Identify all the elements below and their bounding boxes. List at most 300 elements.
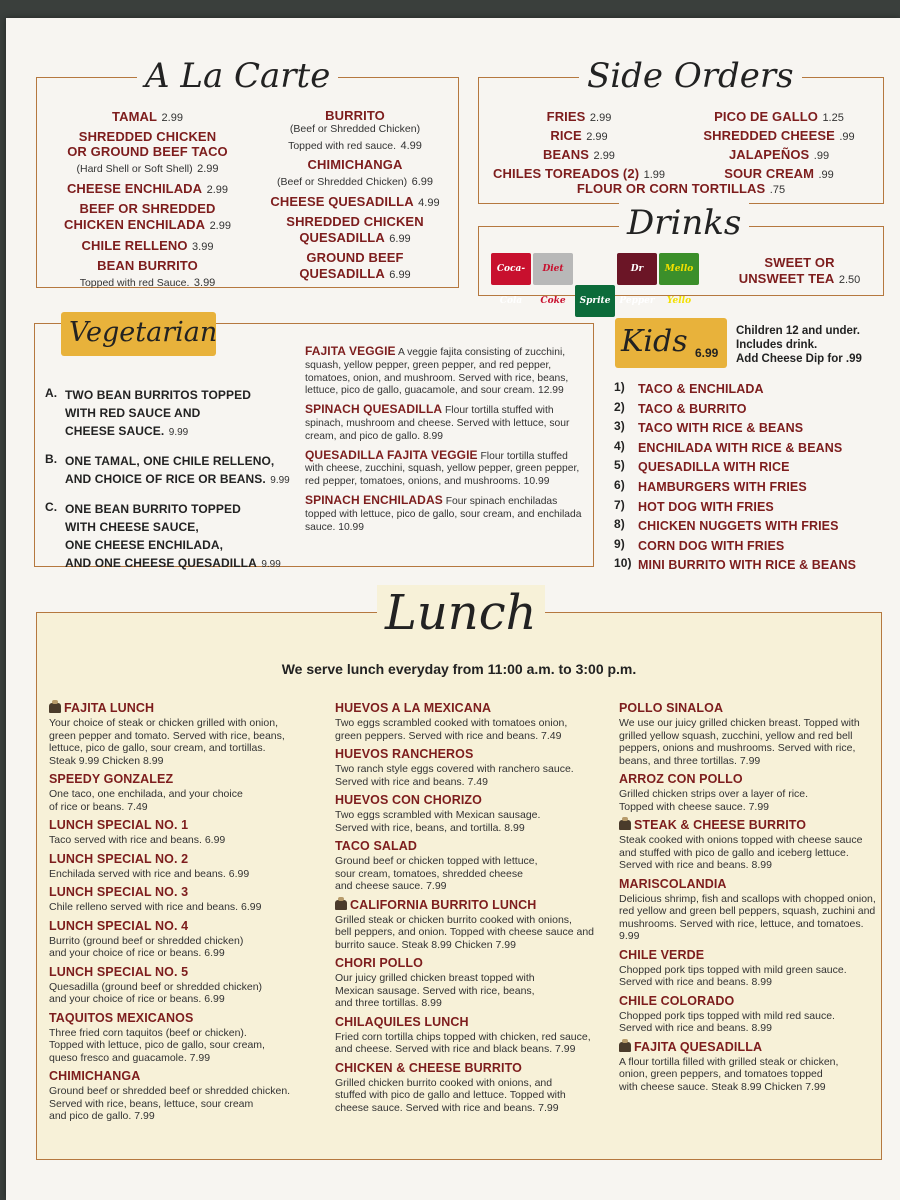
item-name: TAMAL [112,109,158,124]
lunch-item-header [335,1013,615,1031]
item-name: ARROZ CON POLLO [619,772,743,786]
lunch-item [49,770,329,813]
kids-item-name: MINI BURRITO WITH RICE & BEANS [638,558,857,573]
item-desc-line: Burrito (ground beef or shredded chicken) [49,934,244,947]
kids-item-number: 8) [614,517,625,532]
a-la-carte-left-column [45,108,250,294]
a-la-carte-item [255,108,455,154]
item-price: 6.99 [411,176,434,188]
lunch-item [335,896,615,952]
item-desc-line: We use our juicy grilled chicken breast. Topped with [619,717,860,729]
item-desc-line: green peppers. Served with rice and beans. 7.49 [335,729,562,742]
item-line [45,108,250,126]
combo-line [65,554,305,572]
item-price: 1.99 [643,169,665,181]
item-name: LUNCH SPECIAL NO. 3 [49,885,189,899]
combo-text: AND CHOICE OF RICE OR BEANS. [65,472,266,486]
kids-item-name: QUESADILLA WITH RICE [638,460,790,475]
vegetarian-item [305,344,585,398]
item-name: GROUND BEEF [306,250,404,265]
item-name: LUNCH SPECIAL NO. 2 [49,851,189,866]
tea-line-1: SWEET OR [764,255,835,270]
lunch-item-header [335,896,615,914]
chef-special-icon [335,900,347,910]
lunch-item [335,954,615,1010]
item-name: BEEF OR SHREDDED [79,201,216,216]
combo-price: 9.99 [261,559,281,570]
item-desc-line: Delicious shrimp, fish and scallops with chopped onion, [619,892,876,905]
item-name: LUNCH SPECIAL NO. 5 [49,964,189,979]
side-order-item [489,108,669,127]
side-order-item [489,127,669,146]
kids-item-number: 7) [614,497,625,512]
item-desc-line: Our juicy grilled chicken breast topped with [335,972,535,984]
item-name: SHREDDED CHEESE [703,128,835,143]
item-desc-line: and your choice of rice or beans. 6.99 [49,993,225,1005]
item-name: SHREDDED CHICKEN [286,214,424,229]
item-price: 2.99 [161,112,183,124]
item-price: .99 [818,169,834,181]
item-desc-line: sour cream, tomatoes, shredded cheese [335,867,523,880]
item-line [255,229,455,247]
item-desc-line: Ground beef or chicken topped with lettuce, [335,855,538,867]
item-line [45,216,250,234]
kids-title-badge [615,318,727,368]
item-name: CHEESE ENCHILADA [66,181,203,196]
item-desc-line: Fried corn tortilla chips topped with chicken, red sauce, [335,1030,591,1043]
item-name: HUEVOS A LA MEXICANA [335,701,492,715]
lunch-item [49,850,329,881]
combo-text: CHEESE SAUCE. [65,424,165,438]
item-desc-line: grilled yellow squash, zucchini, yellow and red bell [619,729,853,742]
kids-item-number: 2) [614,399,625,414]
item-desc: Topped with red Sauce. [79,277,190,289]
kids-note-age: Children 12 and under. [736,325,860,337]
tea-price: 2.50 [838,274,861,286]
a-la-carte-item [45,258,250,291]
side-orders-title: Side Orders [579,56,802,96]
lunch-section [36,585,882,1160]
lunch-item [619,946,881,989]
item-name: LUNCH SPECIAL NO. 1 [49,818,189,832]
kids-item [614,380,884,400]
a-la-carte-item [255,157,455,190]
item-desc-line: Two eggs scrambled cooked with tomatoes onion, [335,717,568,729]
lunch-item [619,1038,881,1094]
lunch-item [335,837,615,893]
kids-item-number: 1) [614,380,625,394]
lunch-item [49,816,329,847]
lunch-item-header [49,850,329,868]
combo-text: WITH CHEESE SAUCE, [65,520,199,534]
kids-item-name: CHICKEN NUGGETS WITH FRIES [638,519,839,534]
kids-item [614,478,884,498]
item-price: 2.99 [197,163,219,175]
a-la-carte-item [255,214,455,247]
item-desc-line: and your choice of rice or beans. 6.99 [49,947,225,959]
combo-line [65,536,305,554]
item-name: CHICKEN & CHEESE BURRITO [335,1060,522,1075]
combo-text: ONE BEAN BURRITO TOPPED [65,502,241,516]
item-name: FAJITA QUESADILLA [634,1039,763,1054]
item-price: 6.99 [389,269,411,281]
item-price: 1.25 [822,112,844,124]
item-name: SHREDDED CHICKEN [78,129,217,144]
lunch-item [49,1009,329,1065]
item-line [255,172,455,190]
lunch-item [49,1067,329,1123]
item-line [255,136,455,154]
item-desc-line: Chile relleno served with rice and beans. 6.99 [49,901,262,913]
item-name: CHILE COLORADO [619,993,735,1008]
item-name: SPINACH ENCHILADAS [305,492,443,507]
item-desc-line: Served with rice, beans, and tortilla. 8.99 [335,821,525,834]
combo-letter: C. [45,500,58,514]
tortillas-price: .75 [769,184,786,196]
kids-item-name: HOT DOG WITH FRIES [638,499,774,514]
a-la-carte-item [255,250,455,283]
item-name: CHORI POLLO [335,956,423,970]
item-desc-line: and three tortillas. 8.99 [335,997,442,1009]
item-price: 4.99 [418,197,440,209]
item-desc: (Hard Shell or Soft Shell) [76,163,193,175]
lunch-item-header [49,699,329,717]
kids-notes [736,324,862,366]
vegetarian-item [305,402,585,443]
item-name-line-2: OR GROUND BEEF TACO [67,144,228,159]
kids-item [614,498,884,518]
item-name: CHILES TOREADOS (2) [493,166,640,181]
item-name: CHILE RELLENO [81,238,188,253]
lunch-item [335,791,615,834]
item-desc-line: Topped with lettuce, pico de gallo, sour cream, [49,1039,265,1051]
item-desc-line: Served with rice and beans. 8.99 [619,859,772,871]
item-desc-line: and cheese. Served with rice and black beans. 7.99 [335,1043,576,1055]
item-desc-line: with cheese sauce. Steak 8.99 Chicken 7.99 [619,1080,826,1093]
kids-item-number: 3) [614,419,625,434]
kids-item-name: HAMBURGERS WITH FRIES [638,479,807,494]
item-name: FAJITA LUNCH [64,701,155,715]
lunch-item-header [49,883,329,901]
item-desc-line: cheese sauce. Served with rice and beans. 7.99 [335,1101,559,1114]
lunch-item-header [619,699,881,717]
item-desc-line: A flour tortilla filled with grilled steak or chicken, [619,1055,839,1068]
kids-note-drink: Includes drink. [736,339,818,351]
side-orders-left-column [489,108,669,184]
item-price: 2.99 [209,220,231,232]
kids-item-name: ENCHILADA WITH RICE & BEANS [638,440,843,455]
kids-item [614,556,884,576]
item-name: SPEEDY GONZALEZ [49,772,174,786]
item-desc-line: onion, green peppers, and tomatoes topped [619,1068,823,1080]
item-name: RICE [550,128,582,143]
kids-item [614,419,884,439]
item-desc-line: One taco, one enchilada, and your choice [49,788,243,800]
kids-note-cheese-dip: Add Cheese Dip for .99 [736,353,862,365]
item-desc-line: Grilled steak or chicken burrito cooked with onions, [335,913,572,926]
lunch-item [335,1059,615,1115]
item-price: 6.99 [389,233,411,245]
combo-line [65,404,305,422]
item-desc-line: Chopped pork tips topped with mild green sauce. [619,963,847,976]
tortillas-name: FLOUR OR CORN TORTILLAS [576,181,766,196]
item-name-line-2: QUESADILLA [299,230,385,245]
kids-item-name: TACO & ENCHILADA [638,382,764,396]
item-desc-line: Steak cooked with onions topped with cheese sauce [619,834,863,846]
item-desc: (Beef or Shredded Chicken) [289,123,421,135]
item-desc-line: Grilled chicken burrito cooked with onions, and [335,1076,553,1089]
item-desc: Four spinach enchiladas topped with lettuce, pico de gallo, sour cream, and enchilada sauce. [305,495,582,533]
lunch-item [335,699,615,742]
combo-line [65,422,305,440]
chef-special-icon [49,703,61,713]
item-price: 2.99 [586,131,608,143]
item-price: 3.99 [193,277,216,289]
item-name: CHEESE QUESADILLA [270,194,414,209]
item-desc-line: and pico de gallo. 7.99 [49,1110,155,1122]
item-desc-line: stuffed with pico de gallo and lettuce. Topped with [335,1089,566,1101]
item-desc-line: of rice or beans. 7.49 [49,800,148,813]
item-name: STEAK & CHEESE BURRITO [634,818,807,832]
lunch-title: Lunch [377,585,545,641]
lunch-item-header [335,837,615,855]
item-line [45,237,250,255]
lunch-item [49,883,329,914]
drinks-title: Drinks [619,203,749,243]
lunch-item-header [619,770,881,788]
a-la-carte-right-column [255,108,455,286]
item-desc-line: peppers, onions and mushrooms. Served with rice, [619,742,856,754]
item-line [45,180,250,198]
combo-text: AND ONE CHEESE QUESADILLA [65,556,257,570]
item-name: SOUR CREAM [724,166,815,181]
item-name: SPINACH QUESADILLA [305,402,443,417]
lunch-item-header [49,1009,329,1027]
item-price: 2.99 [593,150,615,162]
lunch-item-header [619,1038,881,1056]
item-name: BEANS [543,147,590,162]
item-desc-line: Served with rice, beans, lettuce, sour cream [49,1097,254,1110]
lunch-column-1 [49,699,329,1126]
item-desc-line: Served with rice and beans. 8.99 [619,976,772,988]
item-desc-line: and cheese sauce. 7.99 [335,880,447,892]
item-name: CHILAQUILES LUNCH [335,1014,469,1029]
item-desc-line: Chopped pork tips topped with mild red sauce. [619,1009,835,1022]
item-price: 8.99 [422,430,443,442]
kids-item-name: TACO & BURRITO [638,401,747,416]
lunch-item-header [619,946,881,964]
vegetarian-title: Vegetarian [69,317,218,348]
lunch-column-2 [335,699,615,1117]
item-name: FRIES [546,109,586,124]
combo-price: 9.99 [168,427,189,438]
item-desc-line: Served with rice and beans. 7.49 [335,775,488,788]
combo-letter: A. [45,386,58,400]
item-price: .99 [813,150,830,162]
item-desc-line-2: Topped with red sauce. [288,140,397,152]
item-price: 10.99 [338,521,364,533]
combo-letter: B. [45,452,58,466]
vegetarian-combo [45,500,305,572]
kids-title: Kids [621,324,688,359]
a-la-carte-item [45,237,250,255]
lunch-item [49,917,329,960]
combo-line [65,518,305,536]
kids-section [612,318,892,580]
item-desc-line: Topped with cheese sauce. 7.99 [619,800,770,813]
a-la-carte-item [45,129,250,177]
lunch-item [619,816,881,872]
item-price: 2.99 [206,184,229,196]
item-name: MARISCOLANDIA [619,876,727,891]
item-desc: A veggie fajita consisting of zucchini, squash, yellow pepper, green pepper, and red pepper, tomatoes, onion, and mushroom. Served with rice, beans, lettuce, pico de gallo, guacamole, and sour cream. [305,347,569,397]
item-line [45,273,250,291]
combo-price: 9.99 [270,475,290,486]
tea-line-2: UNSWEET TEA [738,271,835,286]
combo-text: ONE CHEESE ENCHILADA, [65,538,224,552]
combo-line [65,452,305,470]
mello-yello-logo: Mello Yello [659,253,699,285]
kids-item-name: CORN DOG WITH FRIES [638,538,785,553]
lunch-item-header [49,917,329,935]
item-desc-line: beans, and three tortillas. 7.99 [619,754,761,767]
sprite-logo: Sprite [575,285,615,317]
a-la-carte-title: A La Carte [137,56,338,96]
item-desc: Flour tortilla stuffed with cheese, zucchini, squash, yellow pepper, green pepper, red pepper, tomatoes, onions, and mushrooms. [305,450,580,488]
a-la-carte-item [45,201,250,234]
side-orders-right-column [684,108,874,184]
item-name: BURRITO [325,108,385,123]
lunch-column-3 [619,699,881,1096]
lunch-item-header [335,791,615,809]
kids-item-number: 4) [614,438,625,453]
item-desc-line: green pepper and tomato. Served with rice, beans, [49,729,285,742]
item-line [255,193,455,211]
item-desc-line: Served with rice and beans. 8.99 [619,1022,772,1034]
item-desc: Flour tortilla stuffed with spinach, mushroom and cheese. Served with lettuce, sour cream, and pico de gallo. [305,405,570,442]
lunch-item-header [49,1067,329,1085]
lunch-item-header [335,699,615,717]
item-price: 2.99 [589,112,612,124]
item-name: TACO SALAD [335,839,418,853]
lunch-item-header [619,816,881,834]
tortillas-row [479,180,883,198]
kids-item [614,537,884,557]
lunch-item-header [335,745,615,763]
a-la-carte-item [45,180,250,198]
item-price: .99 [839,131,855,143]
lunch-item-header [335,1059,615,1077]
side-order-item [489,146,669,165]
kids-item-number: 5) [614,458,625,473]
lunch-hours: We serve lunch everyday from 11:00 a.m. to 3:00 p.m. [281,661,637,677]
item-name: TAQUITOS MEXICANOS [49,1010,194,1025]
item-desc-line: and stuffed with pico de gallo and iceberg lettuce. [619,846,849,859]
lunch-item-header [49,770,329,788]
item-name: CHIMICHANGA [307,157,403,172]
item-name: CALIFORNIA BURRITO LUNCH [350,897,537,912]
lunch-item [619,875,881,943]
lunch-item [619,992,881,1035]
item-desc-line: Ground beef or shredded beef or shredded chicken. [49,1085,291,1097]
lunch-item [619,770,881,813]
item-name: BEAN BURRITO [97,258,198,273]
vegetarian-combo [45,386,305,440]
drink-logos [491,253,701,317]
item-price: 12.99 [537,385,564,397]
item-name: JALAPEÑOS [728,147,810,162]
item-desc-line: burrito sauce. Steak 8.99 Chicken 7.99 [335,938,516,951]
diet-coke-logo: Diet Coke [533,253,573,285]
combo-line [65,470,305,488]
lunch-item [335,1013,615,1056]
item-name: CHILE VERDE [619,947,705,962]
a-la-carte-item [45,108,250,126]
item-name: POLLO SINALOA [619,701,724,715]
a-la-carte-item [255,193,455,211]
item-price: 10.99 [523,476,550,488]
coca-cola-logo: Coca-Cola [491,253,531,285]
kids-item [614,439,884,459]
lunch-item-header [49,816,329,834]
lunch-item-header [49,963,329,981]
item-desc-line: Grilled chicken strips over a layer of rice. [619,788,809,800]
item-desc-line: lettuce, pico de gallo, sour cream, and tortillas. [49,742,266,754]
kids-item [614,458,884,478]
item-desc-line: Enchilada served with rice and beans. 6.99 [49,867,250,880]
vegetarian-combo [45,452,305,488]
dr-pepper-logo: Dr Pepper [617,253,657,285]
item-desc-line: Taco served with rice and beans. 6.99 [49,834,226,846]
lunch-item-header [619,875,881,893]
kids-price: 6.99 [695,346,719,360]
item-name: LUNCH SPECIAL NO. 4 [49,918,189,933]
kids-item-number: 10) [614,556,632,571]
lunch-item-header [335,954,615,972]
item-name: HUEVOS CON CHORIZO [335,793,482,807]
item-desc-line: red yellow and green bell peppers, squash, zuchini and [619,905,876,917]
chef-special-icon [619,820,631,830]
item-desc: (Beef or Shredded Chicken) [276,176,408,188]
lunch-item [49,963,329,1006]
item-desc-line: mushrooms. Served with rice, lettuce, and tomatoes. 9.99 [619,917,864,942]
chef-special-icon [619,1042,631,1052]
item-name: CHIMICHANGA [49,1069,141,1083]
lunch-item [49,699,329,767]
side-orders-section [478,56,884,204]
item-name-line-2: QUESADILLA [299,266,385,281]
item-desc-line: Two ranch style eggs covered with ranchero sauce. [335,763,574,775]
kids-items [614,380,884,576]
item-name: FAJITA VEGGIE [305,344,396,358]
lunch-item-header [619,992,881,1010]
vegetarian-combos [45,386,305,584]
item-desc-line: Two eggs scrambled with Mexican sausage. [335,809,541,821]
item-name: PICO DE GALLO [714,109,818,124]
kids-item-name: TACO WITH RICE & BEANS [638,421,804,436]
drinks-section [478,203,884,306]
combo-text: TWO BEAN BURRITOS TOPPED [65,388,251,402]
vegetarian-section [34,317,594,570]
vegetarian-item [305,493,585,534]
combo-line [65,386,305,404]
tea-item [727,255,872,288]
side-order-item [684,108,874,127]
item-desc-line: Three fried corn taquitos (beef or chicken). [49,1026,247,1039]
a-la-carte-section [36,56,459,289]
lunch-item [335,745,615,788]
item-price: 3.99 [192,241,214,253]
